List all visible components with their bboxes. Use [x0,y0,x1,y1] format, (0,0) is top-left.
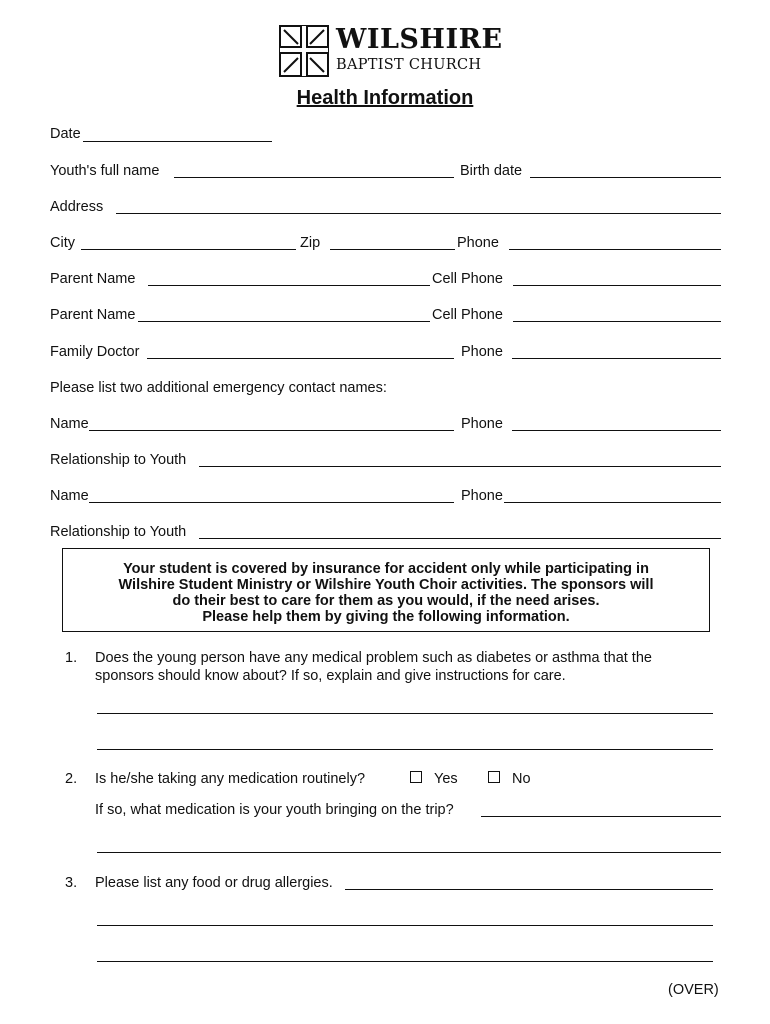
answer-line[interactable] [97,713,713,714]
birth-date-field[interactable] [530,177,721,178]
city-label: City [50,235,75,251]
contact-name-field[interactable] [89,502,454,503]
allergies-field[interactable] [345,889,713,890]
question-number: 1. [65,650,78,666]
city-field[interactable] [81,249,296,250]
question-number: 3. [65,875,78,891]
parent-name-field[interactable] [148,285,430,286]
logo-name: WILSHIRE [336,24,503,55]
yes-checkbox[interactable] [410,771,422,783]
contact-name-field[interactable] [89,430,454,431]
cell-phone-field[interactable] [513,285,721,286]
answer-line[interactable] [97,961,713,962]
contact-name-label: Name [50,488,89,504]
question-number: 2. [65,771,78,787]
no-checkbox[interactable] [488,771,500,783]
family-doctor-label: Family Doctor [50,344,140,360]
question-2-text: Is he/she taking any medication routinely? [95,771,366,787]
notice-line: Your student is covered by insurance for accident only while participating in [123,561,649,577]
yes-label: Yes [434,771,458,787]
phone-label: Phone [457,235,499,251]
youth-name-field[interactable] [174,177,454,178]
doctor-phone-field[interactable] [512,358,721,359]
birth-date-label: Birth date [460,163,523,179]
question-1-text: Does the young person have any medical problem such as diabetes or asthma that the [95,650,652,666]
notice-line: Wilshire Student Ministry or Wilshire Youth Choir activities. The sponsors will [118,577,654,593]
logo-subtitle: BAPTIST CHURCH [336,57,482,73]
relationship-field[interactable] [199,538,721,539]
notice-line: Please help them by giving the following information. [202,609,570,625]
address-field[interactable] [116,213,721,214]
phone-label: Phone [461,488,503,504]
relationship-field[interactable] [199,466,721,467]
youth-name-label: Youth's full name [50,163,160,179]
emergency-prompt: Please list two additional emergency contact names: [50,380,387,396]
relationship-label: Relationship to Youth [50,452,187,468]
phone-label: Phone [461,344,503,360]
question-1-text: sponsors should know about? If so, explain and give instructions for care. [95,668,566,684]
answer-line[interactable] [97,925,713,926]
parent-name-field[interactable] [138,321,430,322]
church-logo-icon [279,25,329,77]
phone-label: Phone [461,416,503,432]
contact-name-label: Name [50,416,89,432]
zip-label: Zip [300,235,321,251]
answer-line[interactable] [97,852,721,853]
relationship-label: Relationship to Youth [50,524,187,540]
insurance-notice [62,548,710,632]
contact-phone-field[interactable] [504,502,721,503]
zip-field[interactable] [330,249,455,250]
parent-name-label: Parent Name [50,307,136,323]
question-3-text: Please list any food or drug allergies. [95,875,333,891]
no-label: No [512,771,531,787]
cell-phone-label: Cell Phone [432,307,503,323]
notice-line: do their best to care for them as you would, if the need arises. [172,593,600,609]
cell-phone-label: Cell Phone [432,271,503,287]
family-doctor-field[interactable] [147,358,454,359]
answer-line[interactable] [97,749,713,750]
over-indicator: (OVER) [668,982,719,998]
contact-phone-field[interactable] [512,430,721,431]
page-title: Health Information [296,87,474,109]
phone-field[interactable] [509,249,721,250]
parent-name-label: Parent Name [50,271,136,287]
question-2-followup: If so, what medication is your youth bringing on the trip? [95,802,454,818]
date-label: Date [50,126,81,142]
cell-phone-field[interactable] [513,321,721,322]
medication-field[interactable] [481,816,721,817]
date-field[interactable] [83,141,272,142]
address-label: Address [50,199,104,215]
